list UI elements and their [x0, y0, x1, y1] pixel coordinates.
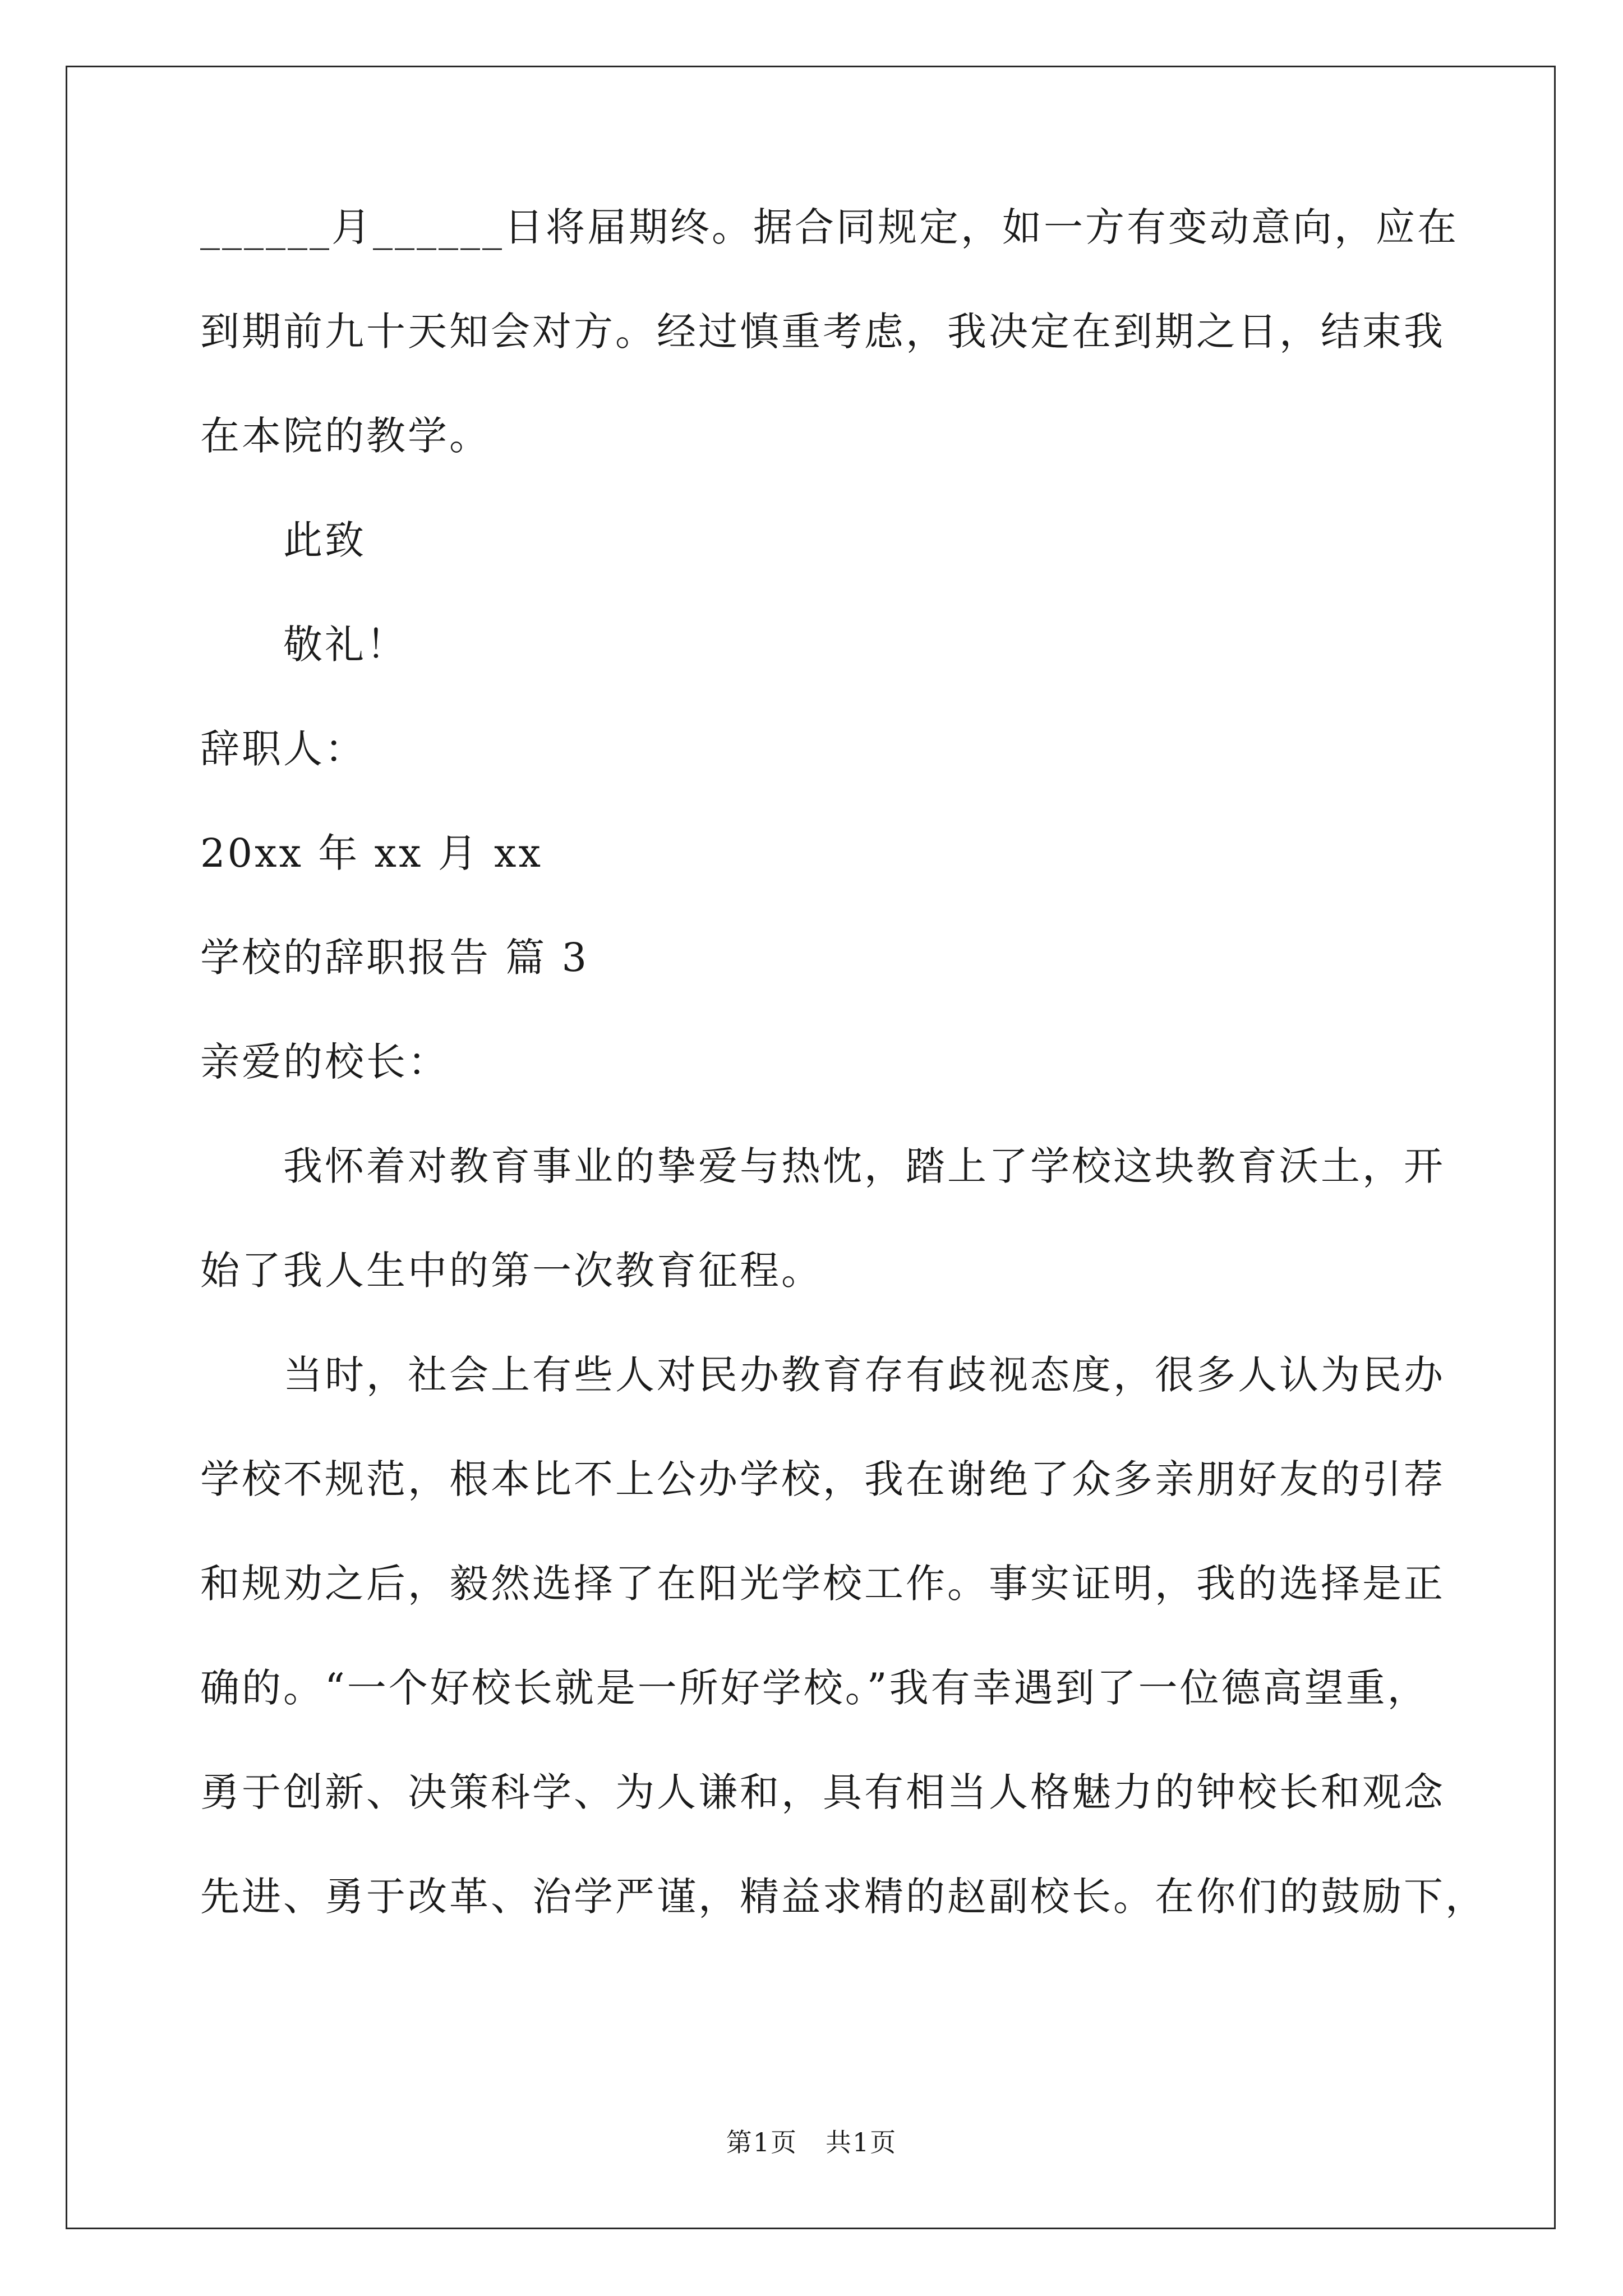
- text-line: 和规劝之后，毅然选择了在阳光学校工作。事实证明，我的选择是正: [200, 1561, 1445, 1607]
- salutation-line: 此致: [283, 517, 366, 563]
- section-title: 学校的辞职报告 篇 3: [200, 935, 589, 981]
- salutation-line: 敬礼！: [283, 622, 408, 668]
- text-line: 当时，社会上有些人对民办教育存有歧视态度，很多人认为民办: [283, 1352, 1445, 1398]
- text-line: 确的。“一个好校长就是一所好学校。”我有幸遇到了一位德高望重，: [200, 1665, 1429, 1711]
- text-line: 到期前九十天知会对方。经过慎重考虑，我决定在到期之日，结束我: [200, 309, 1445, 355]
- text-line: 始了我人生中的第一次教育征程。: [200, 1248, 823, 1294]
- signer-label: 辞职人：: [200, 726, 366, 772]
- page-total: 共1页: [826, 2127, 897, 2157]
- text-line: 勇于创新、决策科学、为人谦和，具有相当人格魅力的钟校长和观念: [200, 1769, 1445, 1815]
- text-line: 我怀着对教育事业的挚爱与热忱，踏上了学校这块教育沃土，开: [283, 1143, 1445, 1189]
- text-line: ______月______日将届期终。据合同规定，如一方有变动意向，应在: [200, 204, 1459, 250]
- text-line: 学校不规范，根本比不上公办学校，我在谢绝了众多亲朋好友的引荐: [200, 1456, 1445, 1502]
- text-line: 在本院的教学。: [200, 413, 491, 459]
- greeting-line: 亲爱的校长：: [200, 1039, 449, 1085]
- document-body: [200, 204, 1487, 1981]
- date-line: 20xx 年 xx 月 xx: [200, 830, 543, 876]
- page-footer: [0, 2129, 1623, 2155]
- page-number: 第1页: [726, 2127, 797, 2157]
- text-line: 先进、勇于改革、治学严谨，精益求精的赵副校长。在你们的鼓励下，: [200, 1874, 1487, 1920]
